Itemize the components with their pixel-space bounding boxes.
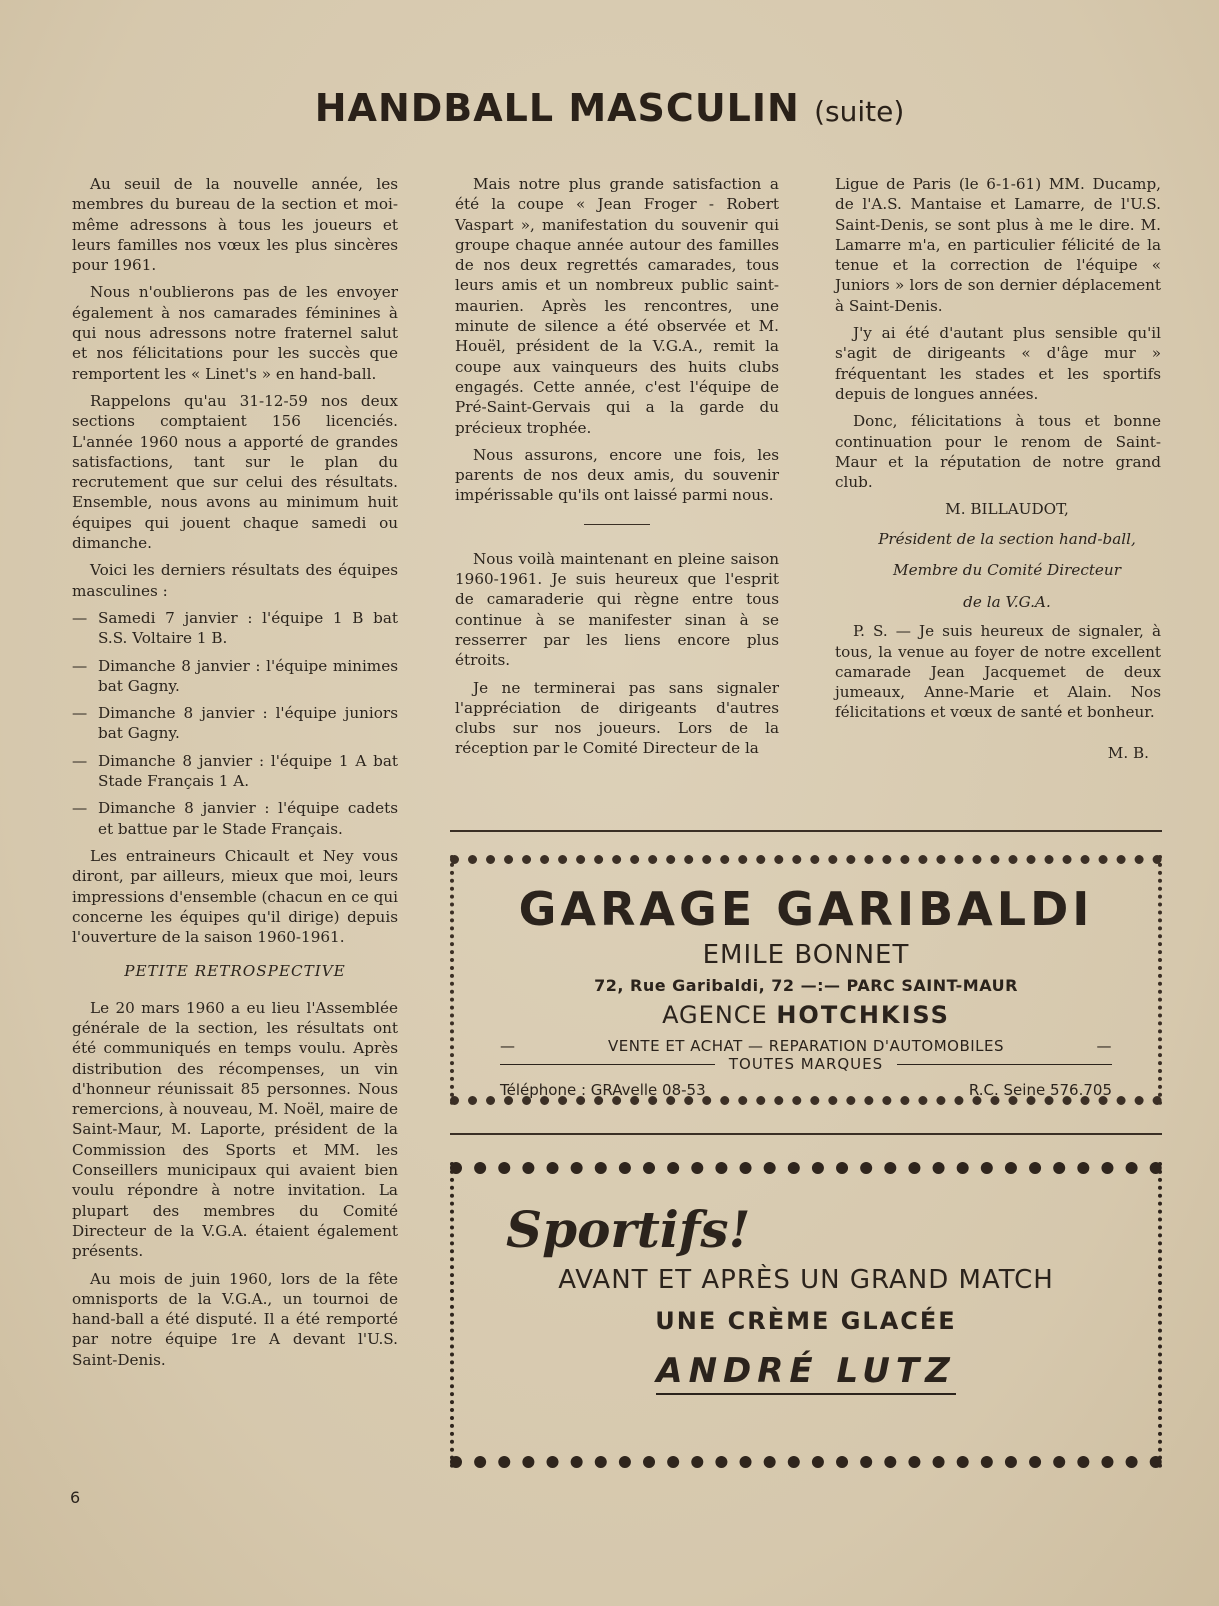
paragraph: Mais notre plus grande satisfaction a été la coupe « Jean Froger - Robert Vaspart », manifestation du souvenir qui groupe chaque année autour des familles de nos deux regrettés camarades, tous leurs amis et un nombreux public saint-maurien. Après les rencontres, une minute de silence a été observée et M. Houël, président de la V.G.A., remit la coupe aux vainqueurs des huits clubs engagés. Cette année, c'est l'équipe de Pré-Saint-Gervais qui a la garde du précieux trophée. (455, 175, 779, 437)
ad-garage-rc: R.C. Seine 576.705 (968, 1081, 1112, 1099)
separator-rule (584, 524, 650, 525)
dash-bullet: — (72, 751, 88, 770)
result-item (72, 608, 398, 649)
result-text: Dimanche 8 janvier : l'équipe 1 A bat Stade Français 1 A. (98, 751, 398, 791)
horizontal-rule (450, 830, 1162, 832)
column-middle (455, 174, 779, 766)
title-suite: (suite) (814, 95, 905, 128)
all-brands-text: TOUTES MARQUES (728, 1055, 884, 1073)
dash: — (500, 1037, 516, 1055)
paragraph: Nous assurons, encore une fois, les parents de nos deux amis, du souvenir impérissable qu'ils ont laissé parmi nous. (455, 445, 779, 505)
paragraph: Au seuil de la nouvelle année, les membres du bureau de la section et moi-même adressons à tous les joueurs et leurs familles nos vœux les plus sincères pour 1961. (72, 175, 398, 275)
dash-bullet: — (72, 704, 88, 723)
result-text: Dimanche 8 janvier : l'équipe cadets et battue par le Stade Français. (98, 799, 398, 838)
ad-icecream-brand: ANDRÉ LUTZ (656, 1351, 956, 1395)
page-title (0, 86, 1219, 130)
result-text: Dimanche 8 janvier : l'équipe juniors bat Gagny. (98, 704, 398, 743)
result-text: Samedi 7 janvier : l'équipe 1 B bat S.S. Voltaire 1 B. (98, 608, 398, 648)
paragraph: J'y ai été d'autant plus sensible qu'il s'agit de dirigeants « d'âge mur » fréquentant les stades et les sportifs depuis de longues années. (835, 324, 1161, 403)
result-item (72, 751, 398, 792)
paragraph: Le 20 mars 1960 a eu lieu l'Assemblée générale de la section, les résultats ont été communiqués en temps voulu. Après distribution des récompenses, un vin d'honneur réunissait 85 personnes. Nous remercions, à nouveau, M. Noël, maire de Saint-Maur, M. Laporte, président de la Commission des Sports et MM. les Conseillers municipaux qui avaient bien voulu répondre à notre invitation. La plupart des membres du Comité Directeur de la V.G.A. étaient également présents. (72, 998, 398, 1261)
ad-icecream-line1: AVANT ET APRÈS UN GRAND MATCH (558, 1265, 1054, 1295)
paragraph: Ligue de Paris (le 6-1-61) MM. Ducamp, de l'A.S. Mantaise et Lamarre, de l'U.S. Saint-Denis, se sont plus à me le dire. M. Lamarre m'a, en particulier félicité de la tenue et la correction de l'équipe « Juniors » lors de son dernier déplacement à Saint-Denis. (835, 175, 1161, 315)
page-number: 6 (70, 1488, 81, 1507)
paragraph: Je ne terminerai pas sans signaler l'appréciation de dirigeants d'autres clubs sur nos joueurs. Lors de la réception par le Comité Directeur de la (455, 678, 779, 758)
signature-initials: M. B. (1107, 743, 1149, 762)
column-left (72, 174, 398, 1377)
horizontal-rule (450, 1133, 1162, 1135)
signature-name: M. BILLAUDOT, (945, 500, 1069, 519)
paragraph: Donc, félicitations à tous et bonne continuation pour le renom de Saint-Maur et la réputation de notre grand club. (835, 412, 1161, 492)
column-right (835, 174, 1161, 763)
ad-garage-name: GARAGE GARIBALDI (518, 882, 1094, 936)
ad-garage-sale: VENTE ET ACHAT — REPARATION D'AUTOMOBILES (607, 1037, 1005, 1055)
section-heading: PETITE RETROSPECTIVE (124, 962, 346, 981)
result-text: Dimanche 8 janvier : l'équipe minimes bat Gagny. (98, 656, 398, 695)
ad-garage-agence (454, 1001, 1158, 1029)
paragraph: Rappelons qu'au 31-12-59 nos deux sections comptaient 156 licenciés. L'année 1960 nous a apporté de grandes satisfactions, tant sur le plan du recrutement que sur celui des résultats. Ensemble, nous avons au minimum huit équipes qui jouent chaque samedi ou dimanche. (72, 391, 398, 553)
postscript: P. S. — Je suis heureux de signaler, à tous, la venue au foyer de notre excellent camarade Jean Jacquemet de deux jumeaux, Anne-Marie et Alain. Nos félicitations et vœux de santé et bonheur. (835, 622, 1161, 722)
agence-prefix: AGENCE (662, 1001, 768, 1029)
paragraph: Au mois de juin 1960, lors de la fête omnisports de la V.G.A., un tournoi de hand-ball a été disputé. Il a été remporté par notre équipe 1re A devant l'U.S. Saint-Denis. (72, 1269, 398, 1369)
signature-role: Membre du Comité Directeur (893, 561, 1121, 580)
signature-role: Président de la section hand-ball, (878, 529, 1136, 548)
paragraph: Nous n'oublierons pas de les envoyer également à nos camarades féminines à qui nous adressons notre fraternel salut et nos félicitations pour les succès que remportent les « Linet's » en hand-ball. (72, 283, 398, 383)
ad-garage-owner: EMILE BONNET (702, 940, 910, 970)
paragraph: Les entraineurs Chicault et Ney vous diront, par ailleurs, mieux que moi, leurs impressions d'ensemble (chacun en ce qui concerne les équipes qu'il dirige) depuis l'ouverture de la saison 1960-1961. (72, 846, 398, 947)
dash-bullet: — (72, 608, 88, 627)
ad-garage-phone: Téléphone : GRAvelle 08-53 (500, 1081, 706, 1099)
rule (500, 1064, 715, 1065)
rule (897, 1064, 1112, 1065)
paragraph: Voici les derniers résultats des équipes masculines : (72, 561, 398, 600)
agence-brand: HOTCHKISS (776, 1001, 950, 1029)
ad-garage-all-brands (454, 1055, 1158, 1073)
result-item (72, 798, 398, 839)
dash-bullet: — (72, 799, 88, 818)
ad-garage-sale-line (454, 1037, 1158, 1055)
ad-garage-address: 72, Rue Garibaldi, 72 —:— PARC SAINT-MAUR (594, 976, 1018, 995)
ad-icecream-headline: Sportifs! (506, 1200, 751, 1259)
ad-icecream-line2: UNE CRÈME GLACÉE (655, 1307, 957, 1335)
result-item (72, 656, 398, 697)
ad-garage (450, 855, 1162, 1105)
dash-bullet: — (72, 656, 88, 675)
ad-icecream (450, 1162, 1162, 1468)
title-main: HANDBALL MASCULIN (314, 86, 800, 130)
paragraph: Nous voilà maintenant en pleine saison 1960-1961. Je suis heureux que l'esprit de camaraderie qui règne entre tous continue à se manifester sinan à se resserrer par les liens encore plus étroits. (455, 549, 779, 670)
dash: — (1096, 1037, 1112, 1055)
ad-garage-footer (454, 1073, 1158, 1099)
signature-role: de la V.G.A. (963, 592, 1051, 611)
result-item (72, 703, 398, 744)
